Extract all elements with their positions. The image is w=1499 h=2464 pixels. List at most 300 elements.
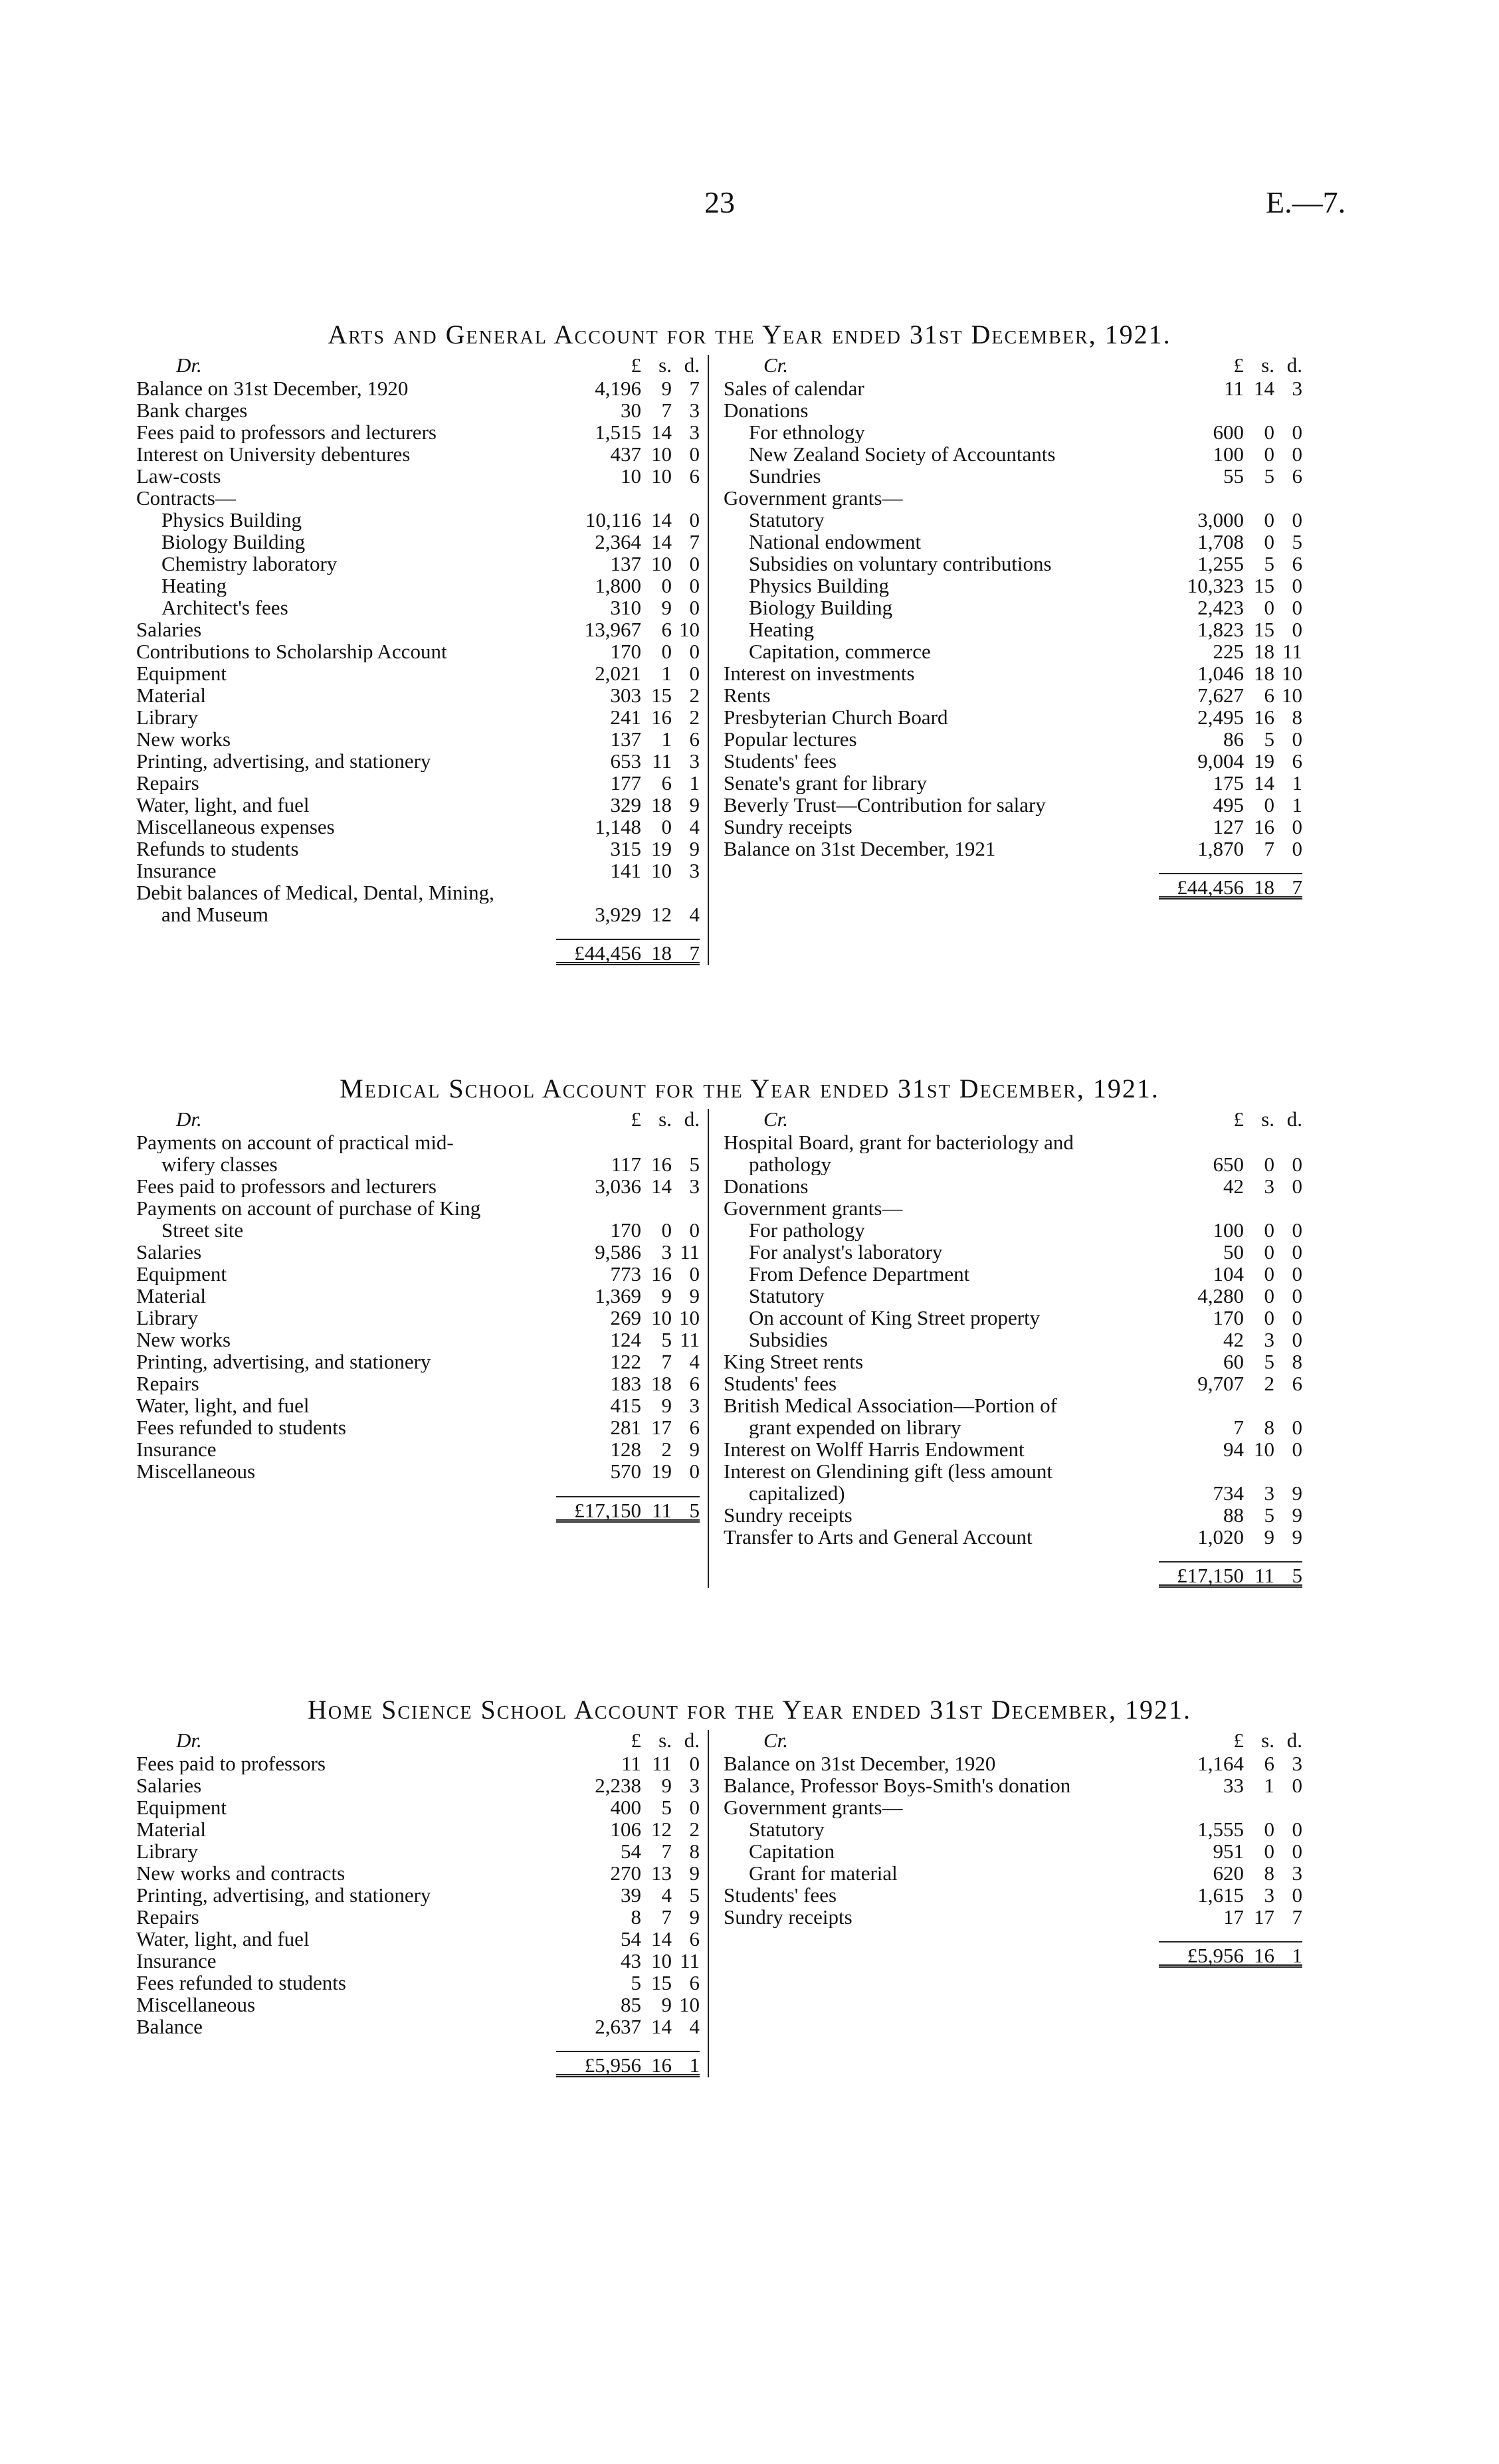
pence: 6 — [689, 1416, 700, 1439]
amount — [556, 939, 700, 965]
amount — [1159, 1263, 1302, 1285]
pounds: 104 — [1213, 1262, 1244, 1285]
shillings: 5 — [1264, 727, 1274, 751]
ledger-row — [724, 838, 1302, 860]
pence: 3 — [1292, 1752, 1302, 1775]
pence: 6 — [1292, 464, 1302, 488]
amount — [556, 903, 700, 925]
pounds: 495 — [1213, 793, 1244, 816]
shillings: 1 — [661, 727, 672, 751]
ledger-row — [136, 640, 700, 662]
shillings: 9 — [661, 1993, 672, 2016]
pounds: 54 — [621, 1927, 641, 1950]
row-label: Debit balances of Medical, Dental, Mining, — [136, 882, 494, 903]
ledger-row — [136, 1329, 700, 1351]
pounds: 1,800 — [595, 574, 641, 597]
pounds: 2,423 — [1197, 596, 1244, 619]
pounds: 2,364 — [595, 530, 641, 553]
ledger-row — [136, 772, 700, 794]
pence: 5 — [689, 1883, 700, 1907]
pounds: £5,956 — [1187, 1944, 1244, 1967]
pounds: 650 — [1213, 1153, 1244, 1176]
row-label: Fees refunded to students — [136, 1416, 346, 1438]
amount — [1159, 1153, 1302, 1175]
shillings: 14 — [1254, 377, 1274, 400]
ledger-row — [724, 1241, 1302, 1263]
pence: 2 — [689, 706, 700, 729]
ledger-row — [724, 684, 1302, 706]
pence: 0 — [1292, 815, 1302, 838]
amount — [556, 706, 700, 728]
pounds: 127 — [1213, 815, 1244, 838]
ledger-row — [724, 618, 1302, 640]
ledger-row — [724, 1153, 1302, 1175]
debit-label: Dr. — [176, 353, 202, 377]
amount — [1159, 1526, 1302, 1548]
ledger-row — [724, 1482, 1302, 1504]
ledger-columns — [136, 355, 1302, 965]
ledger-row — [724, 1818, 1302, 1840]
ledger-row — [136, 1219, 700, 1241]
shillings: 7 — [661, 1350, 672, 1373]
page-number: 23 — [704, 185, 735, 219]
shillings: 18 — [1254, 876, 1274, 899]
ledger-row — [724, 1307, 1302, 1329]
pounds: 315 — [610, 837, 641, 860]
row-label: Students' fees — [724, 750, 837, 772]
ledger-row — [724, 1329, 1302, 1351]
shillings — [1244, 1131, 1274, 1153]
section-title: Medical School Account for the Year ended 31st December, 1921. — [340, 1074, 1159, 1103]
pounds: 4,280 — [1197, 1284, 1244, 1307]
amount — [556, 1972, 700, 1994]
pounds: 620 — [1213, 1861, 1244, 1885]
row-label: Payments on account of purchase of King — [136, 1197, 481, 1219]
pounds: 170 — [1213, 1306, 1244, 1329]
pence: 6 — [1292, 749, 1302, 773]
pounds: 170 — [610, 640, 641, 663]
amount — [556, 399, 700, 421]
series-code: E.—7. — [1266, 185, 1346, 219]
shillings: 7 — [661, 1840, 672, 1863]
pence: 5 — [689, 1499, 700, 1522]
amount — [1159, 618, 1302, 640]
pounds: 773 — [610, 1262, 641, 1285]
ledger-row — [136, 1394, 700, 1416]
pence — [1274, 1394, 1302, 1416]
shillings: 6 — [1264, 684, 1274, 707]
amount — [1159, 662, 1302, 684]
row-label: Balance, Professor Boys-Smith's donation — [724, 1774, 1071, 1796]
credit-label: Cr. — [763, 1107, 789, 1131]
ledger-row — [136, 706, 700, 728]
pounds: 137 — [610, 552, 641, 575]
pence: 3 — [1292, 377, 1302, 400]
pounds — [1159, 487, 1244, 509]
ledger-row — [136, 1285, 700, 1307]
amount — [556, 1884, 700, 1906]
ledger-row — [724, 421, 1302, 443]
row-label: King Street rents — [724, 1351, 864, 1373]
shillings: 5 — [1264, 1350, 1274, 1373]
ledger-row — [136, 509, 700, 531]
pounds: 175 — [1213, 771, 1244, 795]
total-label — [724, 873, 1159, 900]
pence: 5 — [689, 1153, 700, 1176]
row-label: Balance — [136, 2016, 203, 2038]
shillings: 8 — [1264, 1861, 1274, 1885]
shillings — [1244, 1197, 1274, 1219]
pounds — [1159, 1131, 1244, 1153]
shillings: 11 — [652, 749, 672, 773]
pounds: 106 — [610, 1818, 641, 1841]
shillings: 0 — [1264, 1818, 1274, 1841]
pence: 7 — [1292, 1905, 1302, 1929]
shillings — [1244, 487, 1274, 509]
shillings: 2 — [661, 1438, 672, 1461]
shillings: 10 — [651, 1306, 672, 1329]
row-label: Chemistry laboratory — [161, 553, 338, 575]
pounds: 11 — [621, 1752, 641, 1775]
pence: 11 — [680, 1328, 700, 1351]
amount — [556, 377, 700, 399]
pence: 9 — [689, 1861, 700, 1885]
shillings: 5 — [661, 1796, 672, 1819]
pence: 4 — [689, 815, 700, 838]
pence: 4 — [689, 903, 700, 926]
shillings: 3 — [661, 1240, 672, 1264]
pounds: 400 — [610, 1796, 641, 1819]
row-label: Sundries — [749, 465, 821, 487]
ledger-row — [136, 1197, 700, 1219]
shillings: 16 — [1254, 1944, 1274, 1967]
pounds: 85 — [621, 1993, 641, 2016]
row-label: Grant for material — [749, 1862, 898, 1884]
pence — [1274, 1460, 1302, 1482]
pounds: 415 — [610, 1394, 641, 1417]
pounds: 9,707 — [1197, 1372, 1244, 1395]
amount — [556, 1796, 700, 1818]
pounds: 653 — [610, 749, 641, 773]
pounds: 1,515 — [595, 421, 641, 444]
shillings: s. — [658, 1729, 672, 1752]
ledger-row — [724, 1862, 1302, 1884]
pence: 6 — [1292, 552, 1302, 575]
row-label: grant expended on library — [749, 1416, 961, 1438]
row-label: Statutory — [749, 509, 825, 531]
ledger-row — [136, 443, 700, 465]
ledger-row — [724, 1285, 1302, 1307]
pounds: 303 — [610, 684, 641, 707]
row-label: Physics Building — [749, 575, 890, 597]
pence: 1 — [689, 771, 700, 795]
pounds: £ — [1233, 1107, 1244, 1131]
shillings — [1244, 1796, 1274, 1818]
credit-header — [724, 1109, 1302, 1131]
ledger-row — [724, 728, 1302, 750]
ledger-row — [136, 1928, 700, 1950]
pounds: 30 — [621, 399, 641, 422]
pence: 2 — [689, 684, 700, 707]
ledger-row — [136, 1753, 700, 1774]
pounds: 1,870 — [1197, 837, 1244, 860]
shillings: 18 — [651, 793, 672, 816]
row-label: Subsidies — [749, 1329, 828, 1351]
row-label: Balance on 31st December, 1920 — [724, 1753, 996, 1774]
ledger-row — [136, 399, 700, 421]
row-label: Presbyterian Church Board — [724, 706, 948, 728]
amount — [1159, 1941, 1302, 1968]
ledger-row — [724, 794, 1302, 816]
shillings: 0 — [661, 1218, 672, 1242]
shillings: 16 — [1254, 815, 1274, 838]
ledger-row — [724, 1884, 1302, 1906]
pence: 0 — [1292, 1240, 1302, 1264]
pence: 0 — [1292, 1153, 1302, 1176]
shillings: 16 — [651, 2053, 672, 2077]
row-label: On account of King Street property — [749, 1307, 1041, 1329]
shillings: 10 — [1254, 1438, 1274, 1461]
ledger-row — [724, 1197, 1302, 1219]
debit-column — [136, 1730, 708, 2077]
ledger-row — [136, 1307, 700, 1329]
amount — [556, 1729, 700, 1753]
pounds: 1,615 — [1197, 1883, 1244, 1907]
pounds: 11 — [1224, 377, 1244, 400]
amount — [1159, 1197, 1302, 1219]
amount — [1159, 684, 1302, 706]
shillings: 14 — [651, 1175, 672, 1198]
shillings: 3 — [1264, 1481, 1274, 1505]
amount — [1159, 1241, 1302, 1263]
ledger-row — [136, 1153, 700, 1175]
row-label: pathology — [749, 1153, 831, 1175]
pence: 0 — [1292, 1262, 1302, 1285]
pence: 3 — [689, 399, 700, 422]
row-label: Fees paid to professors and lecturers — [136, 421, 437, 443]
shillings: 0 — [1264, 1306, 1274, 1329]
pounds: 9,004 — [1197, 749, 1244, 773]
ledger-row — [136, 553, 700, 575]
shillings: 11 — [652, 1499, 672, 1522]
pence: 0 — [1292, 442, 1302, 466]
row-label: Physics Building — [161, 509, 302, 531]
shillings: 14 — [1254, 771, 1274, 795]
amount — [556, 1131, 700, 1153]
row-label: Students' fees — [724, 1373, 837, 1394]
ledger-row — [136, 1263, 700, 1285]
pence: 0 — [689, 552, 700, 575]
pounds: 2,238 — [595, 1774, 641, 1797]
pounds: 55 — [1223, 464, 1244, 488]
amount — [1159, 1107, 1302, 1131]
amount — [556, 750, 700, 772]
amount — [1159, 1796, 1302, 1818]
pence: 0 — [1292, 1774, 1302, 1797]
row-label: Biology Building — [161, 531, 306, 553]
shillings: 9 — [661, 377, 672, 400]
row-label: Balance on 31st December, 1920 — [136, 377, 409, 399]
amount — [1159, 1438, 1302, 1460]
row-label: Sales of calendar — [724, 377, 864, 399]
pence: d. — [684, 1107, 700, 1131]
row-label: Contributions to Scholarship Account — [136, 640, 447, 662]
pence: 11 — [680, 1949, 700, 1972]
pounds: 225 — [1213, 640, 1244, 663]
pence: d. — [1286, 1729, 1302, 1752]
ledger-row — [136, 860, 700, 882]
pence: 0 — [689, 1218, 700, 1242]
pounds: 1,164 — [1197, 1752, 1244, 1775]
amount — [1159, 399, 1302, 421]
shillings: 0 — [1264, 1153, 1274, 1176]
pence — [672, 1197, 700, 1219]
pence: 5 — [1292, 530, 1302, 553]
amount — [556, 640, 700, 662]
amount — [1159, 553, 1302, 575]
pounds — [1159, 1460, 1244, 1482]
amount — [556, 728, 700, 750]
shillings — [1244, 1394, 1274, 1416]
pounds: 42 — [1223, 1328, 1244, 1351]
amount — [1159, 1219, 1302, 1241]
debit-header — [136, 355, 700, 377]
pounds: 310 — [610, 596, 641, 619]
shillings: 6 — [661, 618, 672, 641]
debit-label: Dr. — [176, 1107, 202, 1131]
row-label: Donations — [724, 399, 809, 421]
ledger-row — [136, 487, 700, 509]
shillings: 0 — [1264, 1262, 1274, 1285]
shillings: 0 — [1264, 508, 1274, 531]
shillings: 9 — [661, 596, 672, 619]
ledger-row — [724, 1175, 1302, 1197]
ledger-row — [724, 640, 1302, 662]
amount — [556, 1496, 700, 1523]
row-label: Balance on 31st December, 1921 — [724, 838, 996, 860]
ledger-row — [136, 1438, 700, 1460]
pounds: 117 — [611, 1153, 641, 1176]
row-label: Heating — [161, 575, 227, 597]
pence: 0 — [1292, 508, 1302, 531]
shillings — [641, 487, 672, 509]
ledger-row — [136, 684, 700, 706]
ledger-row — [724, 509, 1302, 531]
shillings: 0 — [1264, 793, 1274, 816]
pounds: 122 — [610, 1350, 641, 1373]
amount — [1159, 509, 1302, 531]
row-label: Capitation, commerce — [749, 640, 931, 662]
shillings: 0 — [1264, 442, 1274, 466]
row-label: Material — [136, 1818, 207, 1840]
shillings: 17 — [651, 1416, 672, 1439]
pence: 0 — [1292, 574, 1302, 597]
row-label: Law-costs — [136, 465, 221, 487]
pounds: 1,823 — [1197, 618, 1244, 641]
amount — [556, 1307, 700, 1329]
pence: 10 — [679, 1993, 700, 2016]
amount — [556, 597, 700, 618]
total-row — [724, 873, 1302, 900]
ledger-row — [136, 1818, 700, 1840]
shillings: 10 — [651, 464, 672, 488]
total-row — [136, 2051, 700, 2077]
row-label: New works — [136, 1329, 231, 1351]
shillings: 13 — [651, 1861, 672, 1885]
pounds — [556, 1197, 641, 1219]
shillings: 17 — [1254, 1905, 1274, 1929]
shillings: 0 — [661, 640, 672, 663]
pounds — [1159, 1197, 1244, 1219]
ledger-row — [136, 531, 700, 553]
amount — [1159, 816, 1302, 838]
row-label: Water, light, and fuel — [136, 1394, 310, 1416]
pence: 9 — [1292, 1525, 1302, 1549]
pence: 3 — [689, 749, 700, 773]
amount — [1159, 353, 1302, 377]
row-label: Biology Building — [749, 597, 893, 618]
pounds: 281 — [610, 1416, 641, 1439]
ledger-row — [136, 1840, 700, 1862]
shillings: 10 — [651, 859, 672, 882]
row-label: Statutory — [749, 1285, 825, 1307]
row-label: Library — [136, 706, 198, 728]
ledger-row — [724, 1219, 1302, 1241]
ledger-row — [136, 575, 700, 597]
row-label: and Museum — [161, 903, 269, 925]
row-label: Rents — [724, 684, 771, 706]
row-label: New works and contracts — [136, 1862, 346, 1884]
pounds: £17,150 — [574, 1499, 641, 1522]
amount — [1159, 706, 1302, 728]
pounds: 8 — [631, 1905, 641, 1929]
ledger-row — [724, 706, 1302, 728]
ledger-row — [136, 816, 700, 838]
pence — [1274, 1796, 1302, 1818]
shillings: 0 — [1264, 1218, 1274, 1242]
pounds: £ — [631, 353, 641, 377]
amount — [1159, 465, 1302, 487]
shillings: 18 — [651, 941, 672, 965]
shillings: 18 — [1254, 640, 1274, 663]
pounds: £44,456 — [1177, 876, 1244, 899]
pence: 6 — [689, 727, 700, 751]
pounds: 10 — [621, 464, 641, 488]
amount — [1159, 1285, 1302, 1307]
pence: 9 — [689, 837, 700, 860]
ledger-row — [724, 1373, 1302, 1394]
amount — [1159, 640, 1302, 662]
ledger-row — [136, 1906, 700, 1928]
pounds: 1,555 — [1197, 1818, 1244, 1841]
ledger-row — [724, 531, 1302, 553]
amount — [556, 838, 700, 860]
row-label: Fees paid to professors and lecturers — [136, 1175, 437, 1197]
shillings: 5 — [661, 1328, 672, 1351]
amount — [556, 860, 700, 882]
pounds: 570 — [610, 1460, 641, 1483]
pence: 4 — [689, 2015, 700, 2038]
row-label: Insurance — [136, 860, 217, 882]
amount — [1159, 575, 1302, 597]
shillings — [641, 882, 672, 903]
row-label: Contracts— — [136, 487, 236, 509]
pounds: 10,323 — [1187, 574, 1244, 597]
pence: d. — [684, 1729, 700, 1752]
ledger-row — [136, 1416, 700, 1438]
pounds: 141 — [610, 859, 641, 882]
ledger-row — [724, 1796, 1302, 1818]
